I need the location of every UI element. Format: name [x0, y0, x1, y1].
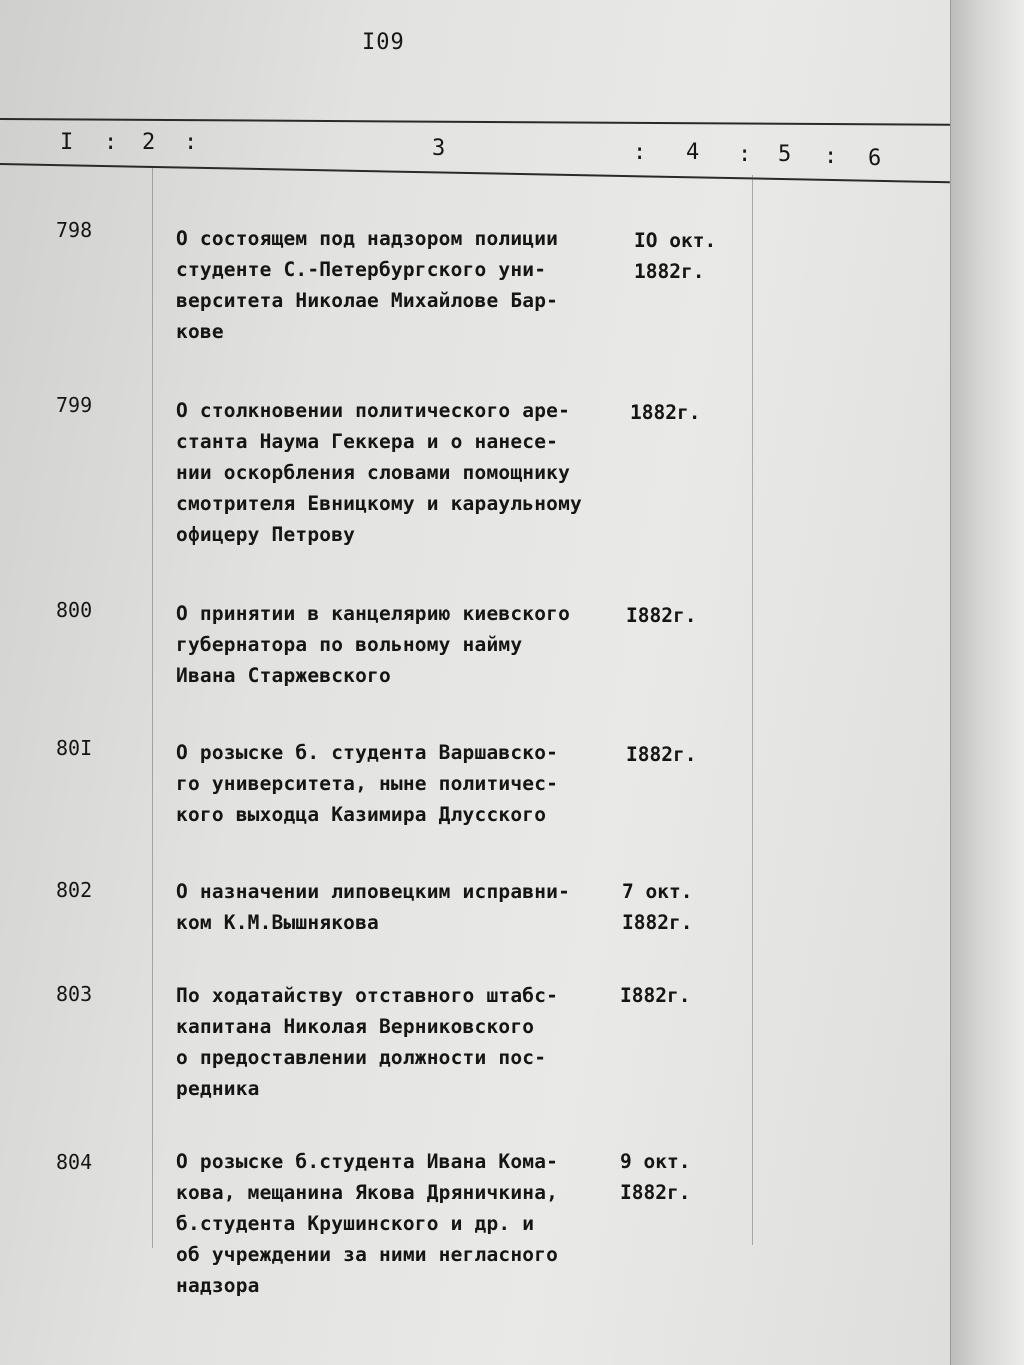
entry-description: О розыске б. студента Варшавско- го университета, ныне политичес- кого выходца Казимира Длусского: [176, 741, 559, 826]
entry-date: 7 окт. I882г.: [622, 880, 693, 934]
entry-number: 802: [56, 878, 93, 902]
col-header-sep-5: :: [824, 144, 838, 169]
entry-description: О назначении липовецким исправни- ком К.М.Вышнякова: [176, 880, 571, 934]
entry-date: I882г.: [626, 604, 697, 627]
entry-number: 798: [56, 218, 93, 242]
page-edge: [950, 0, 1024, 1365]
entry-date: 1882г.: [630, 401, 701, 424]
col-header-5: 5: [778, 142, 792, 167]
entry-date: I882г.: [620, 984, 691, 1007]
entry-description: О состоящем под надзором полиции студенте С.-Петербургского уни- верситета Николае Михайлове Бар- кове: [176, 227, 559, 343]
entry-date: 9 окт. I882г.: [620, 1150, 691, 1204]
col-header-4: 4: [686, 140, 700, 165]
entry-description: По ходатайству отставного штабс- капитана Николая Верниковского о предоставлении должности пос- редника: [176, 984, 559, 1100]
col-header-sep-2: :: [184, 130, 198, 155]
page-number: I09: [362, 30, 405, 55]
col-header-sep-1: :: [104, 130, 118, 155]
entry-date: IO окт. 1882г.: [634, 229, 717, 283]
entry-number: 803: [56, 982, 93, 1006]
col-header-2: 2: [142, 130, 156, 155]
entry-number: 80I: [56, 736, 93, 760]
entry-number: 800: [56, 598, 93, 622]
col-header-3: 3: [432, 136, 446, 161]
entry-number: 799: [56, 393, 93, 417]
col-header-6: 6: [868, 146, 882, 171]
col-header-1: I: [60, 130, 74, 155]
col-header-sep-4: :: [738, 142, 752, 167]
entry-number: 804: [56, 1150, 93, 1174]
entry-description: О столкновении политического аре- станта Наума Геккера и о нанесе- нии оскорбления словами помощнику смотрителя Евницкому и караульному офицеру Петрову: [176, 399, 582, 546]
col-header-sep-3: :: [633, 140, 647, 165]
entry-date: I882г.: [626, 743, 697, 766]
entry-description: О принятии в канцелярию киевского губернатора по вольному найму Ивана Старжевского: [176, 602, 571, 687]
entry-description: О розыске б.студента Ивана Кома- кова, мещанина Якова Дряничкина, б.студента Крушинского и др. и об учреждении за ними негласного надзора: [176, 1150, 559, 1297]
